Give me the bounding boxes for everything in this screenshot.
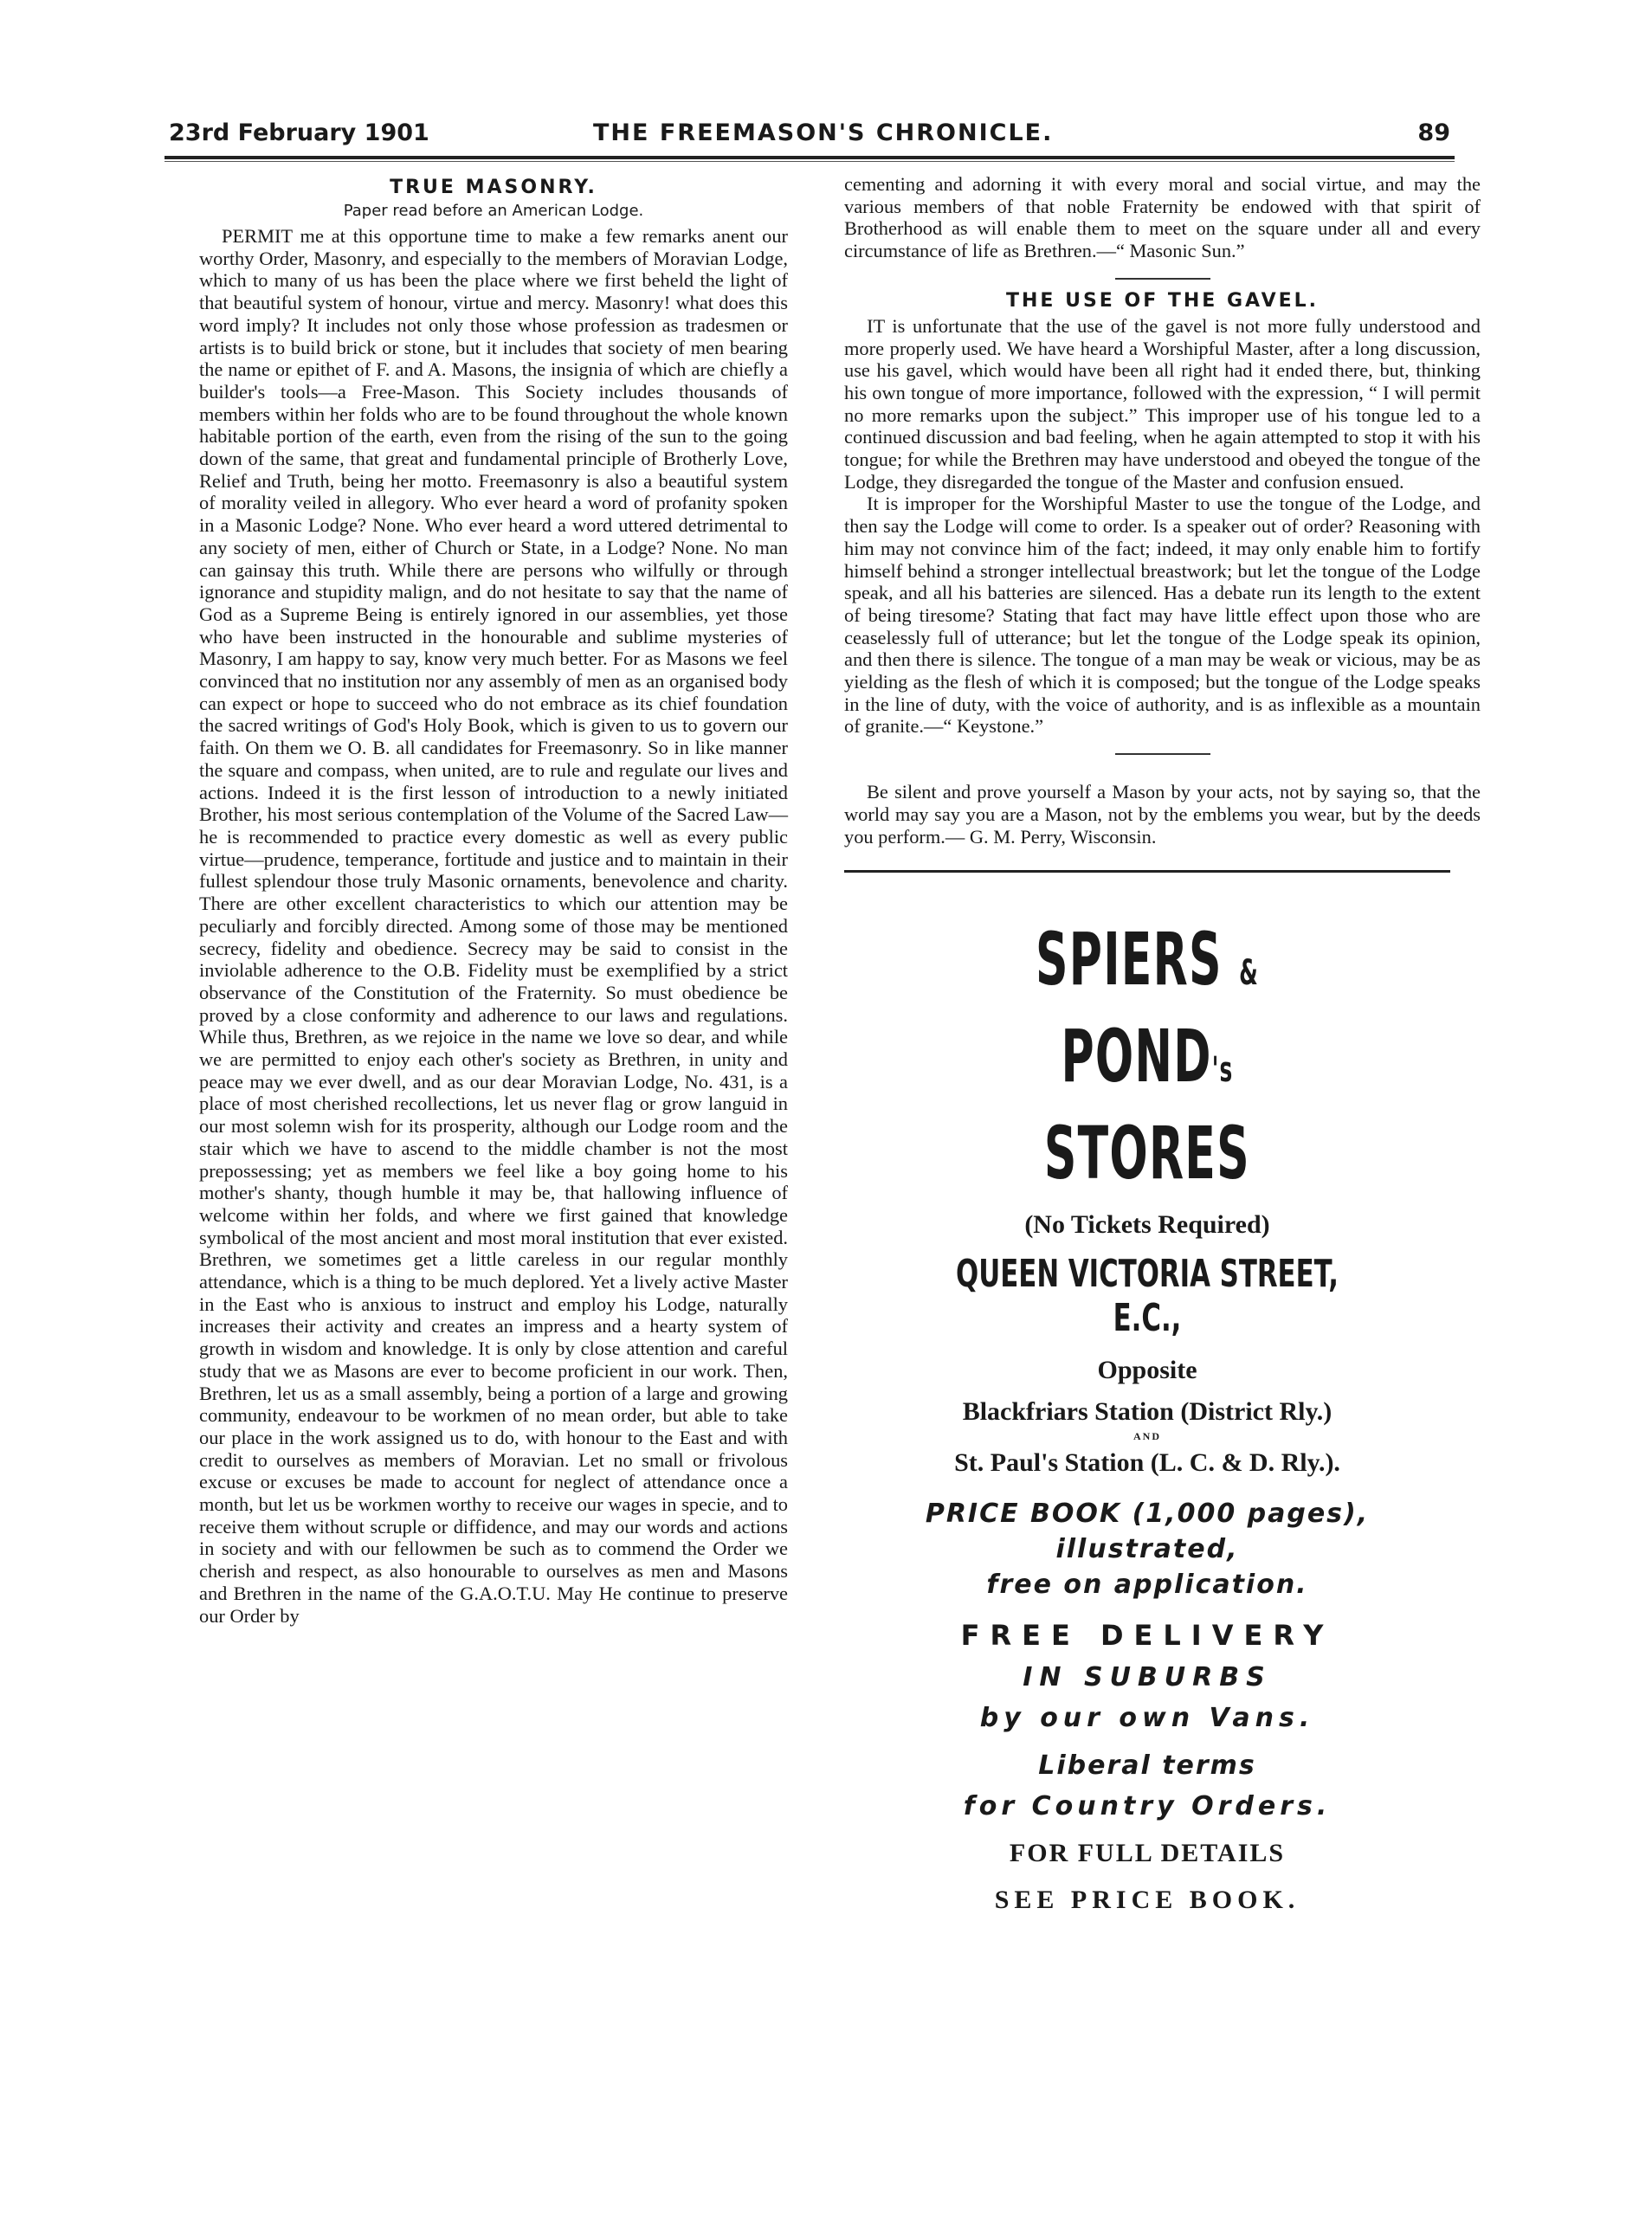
- left-column: [199, 173, 788, 1627]
- ad-vans: by our own Vans.: [979, 1703, 1315, 1734]
- ad-full-details: FOR FULL DETAILS: [1009, 1839, 1286, 1868]
- article-body-true-masonry: PERMIT me at this opportune time to make a few remarks anent our worthy Order, Masonry, and especially to the members of Moravian Lodge, which to many of us has been the place where we first beheld the light of that beautiful system of honour, virtue and mercy. Masonry! what does this word imply? It includes not only those whose profession as tradesmen or artists is to build brick or stone, but it includes that society of men bearing the name or epithet of F. and A. Masons, the insignia of which are chiefly a builder's tools—a Free-Mason. This Society includes thousands of members within her folds who are to be found throughout the whole known habitable portion of the earth, even from the rising of the sun to the going down of the same, that great and fundamental principle of Brotherly Love, Relief and Truth, being her motto. Freemasonry is also a beautiful system of morality veiled in allegory. Who ever heard a word of profanity spoken in a Masonic Lodge? None. Who ever heard a word uttered detrimental to any society of men, either of Church or State, in a Lodge? None. No man can gainsay this truth. While there are persons who wilfully or through ignorance and stupidity malign, and do not hesitate to say that the name of God as a Supreme Being is entirely ignored in our assemblies, yet those who have been instructed in the honourable and sublime mysteries of Masonry, I am happy to say, know very much better. For as Masons we feel convinced that no institution nor any assembly of men as an organised body can expect or hope to succeed who do not embrace as its chief foundation the sacred writings of God's Holy Book, which is given to us to govern our faith. On them we O. B. all candidates for Freemasonry. So in like manner the square and compass, when united, are to rule and regulate our lives and actions. Indeed it is the first lesson of introduction to a newly initiated Brother, his most serious contemplation of the Volume of the Sacred Law—he is recommended to practice every domestic as well as every public virtue—prudence, temperance, fortitude and justice and to maintain in their fullest splendour those truly Masonic ornaments, benevolence and charity. There are other excellent characteristics to which our attention may be peculiarly and forcibly directed. Among some of those may be mentioned secrecy, fidelity and obedience. Secrecy may be said to consist in the inviolable adherence to the O.B. Fidelity must be exemplified by a strict observance of the Constitution of the Fraternity. So must obedience be proved by a close conformity and adherence to our laws and regulations. While thus, Brethren, as we rejoice in the name we love so dear, and while we are permitted to enjoy each other's society as Brethren, in unity and peace may we ever dwell, and as our dear Moravian Lodge, No. 431, is a place of most cherished recollections, let us never flag or grow languid in our most solemn wish for its prosperity, although our Lodge room and the stair which we have to ascend to the middle chamber is not the most prepossessing; yet as members we feel like a boy going home to his mother's shanty, though humble it may be, that hallowing influence of welcome within her folds, and where we first gained that knowledge symbolical of the most ancient and most moral institution that ever existed. Brethren, we sometimes get a little careless in our regular monthly attendance, which is a thing to be much deplored. Yet a lively active Master in the East who is anxious to instruct and employ his Lodge, naturally increases their activity and creates an impress and a hearty system of growth in wisdom and knowledge. It is only by close attention and careful study that we as Masons are ever to become proficient in our work. Then, Brethren, let us as a small assembly, being a portion of a large and growing community, endeavour to be workmen of no mean order, but able to take our place in the work assigned us to do, with honour to the East and with credit to ourselves as members of Moravian. Let no small or frivolous excuse or excuses be made to account for neglect of attendance once a month, but let us be workmen worthy to receive our wages in specie, and to receive them without scruple or diffidence, and may our words and actions in society and with our fellowmen be such as to commend the Order we cherish and respect, as also honourable to ourselves as men and Masons and Brethren in the name of the G.A.O.T.U. May He continue to preserve our Order by: [199, 225, 788, 1627]
- ad-opposite: Opposite: [1097, 1356, 1197, 1385]
- page-number: 89: [1417, 119, 1450, 146]
- issue-date: 23rd February 1901: [169, 119, 429, 146]
- ad-brand-line: [959, 918, 1335, 1112]
- ad-stores: STORES: [1044, 1111, 1250, 1196]
- article-subtitle: Paper read before an American Lodge.: [343, 202, 644, 220]
- header-rule-thin: [165, 161, 1455, 162]
- gavel-paragraph-2: It is improper for the Worshipful Master to use the tongue of the Lodge, and then say the Lodge will come to order. Is a speaker out of order? Reasoning with him may not convince him of the fact; indeed, it may only enable him to fortify himself behind a stronger intellectual breastwork; but let the tongue of the Lodge speak, and all his batteries are silenced. Has a debate run its length to the extent of being tiresome? Stating that fact may have little effect upon those who are ceaselessly full of utterance; but let the tongue of the Lodge speak its opinion, and then there is silence. The tongue of a man may be weak or vicious, may be as yielding as the flesh of which it is composed; but the tongue of the Lodge speaks in the line of duty, with the voice of authority, and is as inflexible as a mountain of granite.—“ Keystone.”: [844, 493, 1481, 738]
- ad-country-orders: for Country Orders.: [963, 1791, 1332, 1822]
- ad-price-book-2: illustrated,: [1055, 1534, 1239, 1565]
- ad-brand-ampersand: &: [1239, 953, 1259, 994]
- gavel-paragraph-1: IT is unfortunate that the use of the gavel is not more fully understood and more properly used. We have heard a Worshipful Master, after a long discussion, use his gavel, which would have been all right had it ended there, but, thinking his own tongue of more importance, followed with the expression, “ I will permit no more remarks upon the subject.” This improper use of his tongue led to a continued discussion and bad feeling, when he again attempted to stop it with his tongue; for while the Brethren may have understood and obeyed the tongue of the Lodge, they disregarded the tongue of the Master and confusion ensued.: [844, 314, 1481, 493]
- ad-price-book-3: free on application.: [986, 1570, 1308, 1601]
- ad-brand-name-1: SPIERS: [1036, 917, 1223, 1002]
- page-header: [169, 119, 1450, 151]
- ad-station-blackfriars: Blackfriars Station (District Rly.): [962, 1397, 1333, 1427]
- spiers-pond-advertisement: [844, 918, 1450, 1915]
- article-continuation: cementing and adorning it with every moral and social virtue, and may the various members of that noble Fraternity be endowed with that spirit of Brotherhood as will enable them to meet on the square under all and every circumstance of life as Brethren.—“ Masonic Sun.”: [844, 173, 1481, 262]
- column-rule: [844, 870, 1450, 873]
- ad-see-price-book: SEE PRICE BOOK.: [994, 1886, 1300, 1915]
- perry-quote: Be silent and prove yourself a Mason by your acts, not by saying so, that the world may say you are a Mason, not by the emblems you wear, but by the deeds you perform.— G. M. Perry, Wisconsin.: [844, 781, 1481, 848]
- header-rule: [165, 156, 1455, 159]
- ad-station-st-pauls: St. Paul's Station (L. C. & D. Rly.).: [954, 1448, 1340, 1478]
- article-title-true-masonry: TRUE MASONRY.: [390, 177, 597, 198]
- ad-and: AND: [1133, 1430, 1161, 1443]
- ad-brand-name-2: POND: [1061, 1014, 1212, 1099]
- publication-title: THE FREEMASON'S CHRONICLE.: [593, 119, 1054, 146]
- ad-brand-possessive: 's: [1211, 1050, 1234, 1091]
- ad-tickets: (No Tickets Required): [1024, 1210, 1270, 1240]
- ad-suburbs: IN SUBURBS: [1023, 1662, 1272, 1693]
- ad-free-delivery: FREE DELIVERY: [960, 1619, 1334, 1653]
- section-divider: [1115, 278, 1210, 280]
- article-title-gavel: THE USE OF THE GAVEL.: [1005, 289, 1320, 312]
- ad-price-book-1: PRICE BOOK (1,000 pages),: [925, 1499, 1370, 1530]
- section-divider-2: [1115, 753, 1210, 755]
- ad-street: QUEEN VICTORIA STREET, E.C.,: [956, 1252, 1339, 1341]
- right-column: [844, 173, 1481, 1915]
- ad-liberal-terms: Liberal terms: [1038, 1750, 1256, 1782]
